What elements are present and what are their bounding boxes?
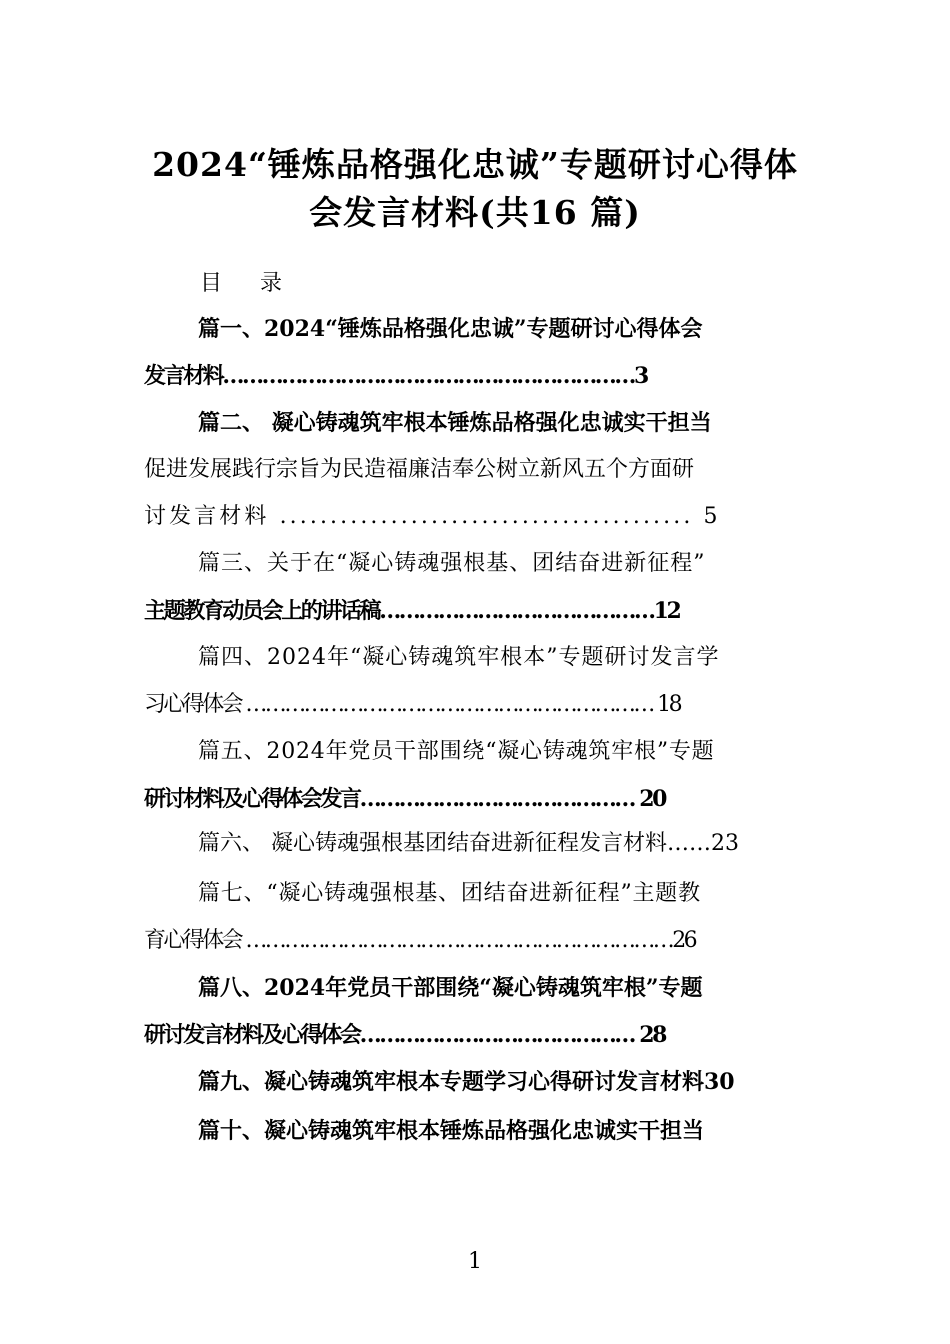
toc-line-9: 习心得体会 ……………………………………………………… 18 [144, 692, 680, 717]
toc-heading-right: 录 [260, 271, 283, 296]
document-title-line-1: 2024“锤炼品格强化忠诚”专题研讨心得体 [152, 145, 798, 184]
toc-line-1: 篇一、2024“锤炼品格强化忠诚”专题研讨心得体会 [198, 316, 703, 342]
toc-line-7: 主题教育动员会上的讲话稿……………………………………12 [144, 598, 680, 624]
toc-line-5: 讨发言材料 ......................................... 5 [144, 504, 721, 529]
document-title-line-2: 会发言材料(共16 篇) [309, 193, 641, 232]
toc-line-6: 篇三、关于在“凝心铸魂强根基、团结奋进新征程” [198, 551, 706, 576]
toc-line-12: 篇六、 凝心铸魂强根基团结奋进新征程发言材料……23 [198, 831, 739, 856]
toc-line-8: 篇四、2024年“凝心铸魂筑牢根本”专题研讨发言学 [198, 645, 720, 670]
page-number: 1 [468, 1249, 482, 1274]
toc-line-3: 篇二、 凝心铸魂筑牢根本锤炼品格强化忠诚实干担当 [198, 410, 712, 436]
toc-line-4: 促进发展践行宗旨为民造福廉洁奉公树立新风五个方面研 [144, 457, 695, 482]
toc-line-18: 篇十、凝心铸魂筑牢根本锤炼品格强化忠诚实干担当 [198, 1118, 705, 1144]
toc-heading [200, 266, 282, 297]
toc-line-17: 篇九、凝心铸魂筑牢根本专题学习心得研讨发言材料30 [198, 1069, 735, 1095]
toc-line-15: 篇八、2024年党员干部围绕“凝心铸魂筑牢根”专题 [198, 975, 703, 1001]
toc-line-14: 育心得体会 …………………………………………………………26 [144, 928, 695, 953]
toc-line-2: 发言材料………………………………………………………3 [144, 363, 647, 389]
toc-line-13: 篇七、“凝心铸魂强根基、团结奋进新征程”主题教 [198, 881, 701, 906]
toc-line-10: 篇五、2024年党员干部围绕“凝心铸魂筑牢根”专题 [198, 739, 715, 764]
toc-line-16: 研讨发言材料及心得体会…………………………………… 28 [144, 1022, 666, 1048]
toc-line-11: 研讨材料及心得体会发言…………………………………… 20 [144, 786, 666, 812]
toc-heading-left: 目 [200, 271, 223, 296]
